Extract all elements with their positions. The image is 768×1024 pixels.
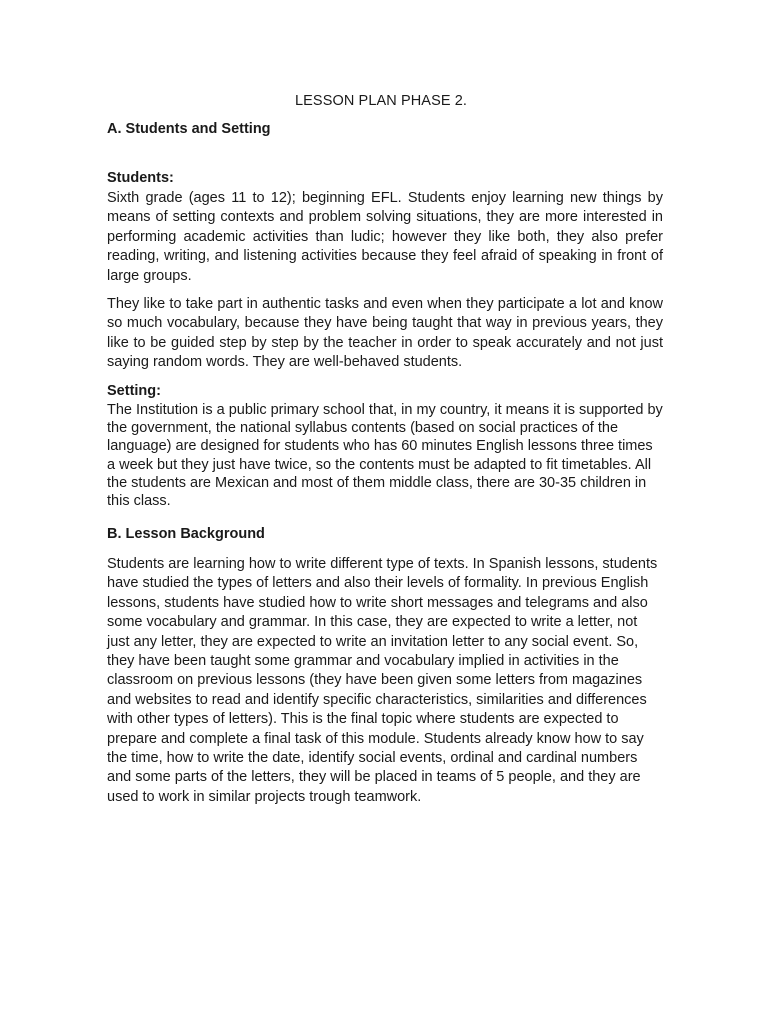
setting-paragraph: The Institution is a public primary school that, in my country, it means it is supported by the government, the national syllabus contents (based on social practices of the language) are designed for students who has 60 minutes English lessons three times a week but they just have twice, so the contents must be adapted to fit timetables. All the students are Mexican and most of them middle class, there are 30-35 children in this class. [107,402,663,510]
students-label: Students: [107,170,174,186]
section-a-heading: A. Students and Setting [107,121,271,137]
lesson-background-paragraph: Students are learning how to write different type of texts. In Spanish lessons, students have studied the types of letters and also their levels of formality. In previous English lessons, students have studied how to write short messages and telegrams and also some vocabulary and grammar. In this case, they are expected to write a letter, not just any letter, they are expected to write an invitation letter to any social event. So, they have been taught some grammar and vocabulary implied in activities in the classroom on previous lessons (they have been given some letters from magazines and websites to read and identify specific characteristics, similarities and differences with other types of letters). This is the final topic where students are expected to prepare and complete a final task of this module. Students already know how to say the time, how to write the date, identify social events, ordinal and cardinal numbers and some parts of the letters, they will be placed in teams of 5 people, and they are used to work in similar projects trough teamwork. [107,556,658,805]
students-paragraph-2: They like to take part in authentic tasks and even when they participate a lot and know so much vocabulary, because they have being taught that way in previous years, they like to be guided step by step by the teacher in order to speak accurately and not just saying random words. They are well-behaved students. [107,296,663,371]
section-b-heading: B. Lesson Background [107,526,265,542]
document-title: LESSON PLAN PHASE 2. [295,93,468,109]
setting-label: Setting: [107,383,161,399]
students-paragraph-1: Sixth grade (ages 11 to 12); beginning EFL. Students enjoy learning new things by means of setting contexts and problem solving situations, they are more interested in performing academic activities than ludic; however they like both, they also prefer reading, writing, and listening activities because they feel afraid of speaking in front of large groups. [107,190,663,284]
